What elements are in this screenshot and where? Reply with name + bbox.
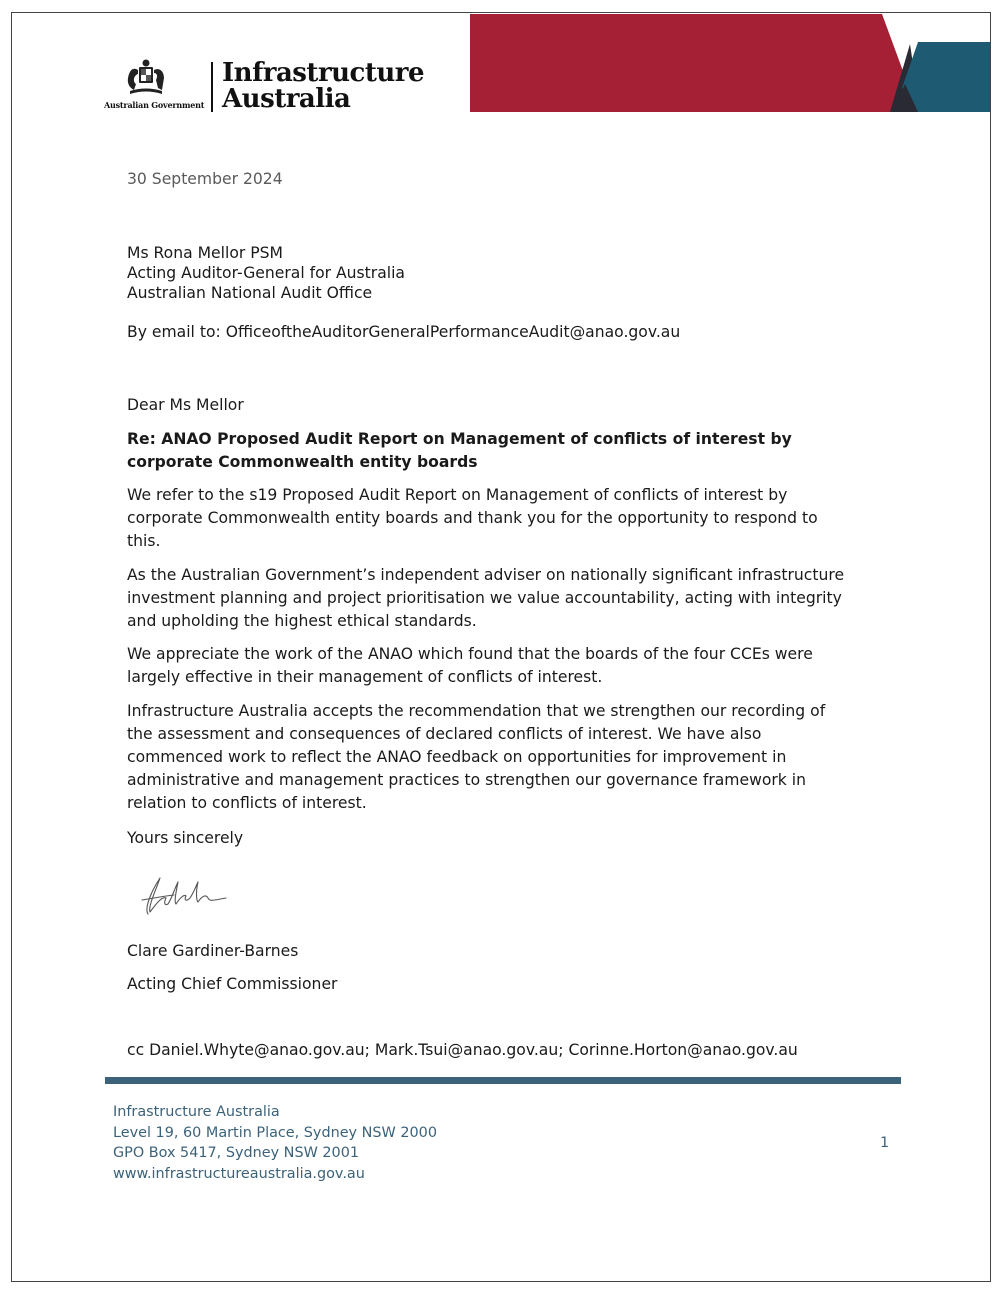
paragraph-line: We appreciate the work of the ANAO which found that the boards of the four CCEs were	[127, 645, 813, 663]
paragraph-line: the assessment and consequences of declared conflicts of interest. We have also	[127, 725, 762, 743]
footer-address	[113, 1102, 437, 1184]
banner-teal-band	[902, 42, 990, 112]
letter-date: 30 September 2024	[127, 170, 283, 188]
paragraph-line: As the Australian Government’s independent adviser on nationally significant infrastructure	[127, 566, 845, 584]
subject-line: Re: ANAO Proposed Audit Report on Management of conflicts of interest by	[127, 430, 792, 448]
handwritten-signature	[134, 868, 234, 920]
paragraph-4	[127, 700, 825, 815]
footer-line: Level 19, 60 Martin Place, Sydney NSW 2000	[113, 1124, 437, 1141]
cc-line: cc Daniel.Whyte@anao.gov.au; Mark.Tsui@anao.gov.au; Corinne.Horton@anao.gov.au	[127, 1041, 798, 1059]
coat-of-arms-icon	[124, 58, 168, 98]
paragraph-line: and upholding the highest ethical standards.	[127, 612, 477, 630]
footer-website-link[interactable]: www.infrastructureaustralia.gov.au	[113, 1165, 365, 1182]
subject-heading	[127, 428, 792, 474]
paragraph-line: Infrastructure Australia accepts the recommendation that we strengthen our recording of	[127, 702, 826, 720]
recipient-name: Ms Rona Mellor PSM	[127, 244, 283, 262]
australian-government-label: Australian Government	[104, 100, 205, 110]
paragraph-line: commenced work to reflect the ANAO feedback on opportunities for improvement in	[127, 748, 787, 766]
paragraph-3	[127, 643, 813, 689]
paragraph-line: investment planning and project prioritisation we value accountability, acting with integrity	[127, 589, 842, 607]
recipient-office: Australian National Audit Office	[127, 284, 373, 302]
paragraph-2	[127, 564, 844, 633]
signer-title: Acting Chief Commissioner	[127, 975, 338, 993]
paragraph-line: this.	[127, 532, 161, 550]
closing: Yours sincerely	[127, 829, 244, 847]
salutation: Dear Ms Mellor	[127, 396, 244, 414]
email-line: By email to: OfficeoftheAuditorGeneralPerformanceAudit@anao.gov.au	[127, 323, 681, 341]
subject-line: corporate Commonwealth entity boards	[127, 453, 478, 471]
infrastructure-australia-logo	[100, 58, 430, 114]
paragraph-line: largely effective in their management of conflicts of interest.	[127, 668, 603, 686]
footer-line: GPO Box 5417, Sydney NSW 2001	[113, 1145, 360, 1161]
logo-divider	[211, 62, 213, 112]
paragraph-line: administrative and management practices to strengthen our governance framework in	[127, 771, 806, 789]
brand-name-line-2: Australia	[222, 84, 351, 114]
signer-name: Clare Gardiner-Barnes	[127, 942, 299, 960]
recipient-title: Acting Auditor-General for Australia	[127, 264, 405, 282]
brand-name-line-1: Infrastructure	[222, 58, 425, 88]
page-number: 1	[880, 1135, 890, 1151]
banner-red-band	[470, 14, 918, 112]
footer-line: Infrastructure Australia	[113, 1104, 280, 1120]
header-banner	[470, 14, 990, 112]
recipient-block	[127, 243, 405, 303]
paragraph-1	[127, 484, 818, 553]
paragraph-line: We refer to the s19 Proposed Audit Report on Management of conflicts of interest by	[127, 486, 788, 504]
paragraph-line: corporate Commonwealth entity boards and thank you for the opportunity to respond to	[127, 509, 818, 527]
paragraph-line: relation to conflicts of interest.	[127, 794, 367, 812]
footer-rule	[105, 1077, 901, 1084]
